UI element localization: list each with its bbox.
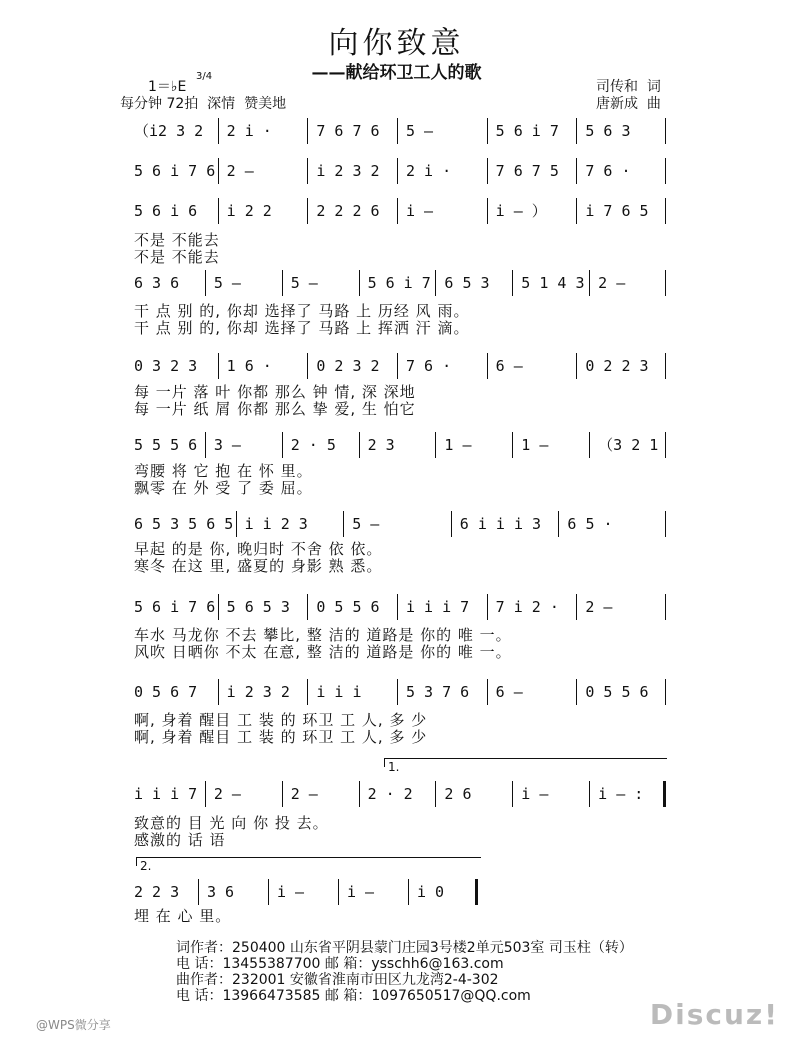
measure: 3 —: [205, 432, 282, 458]
song-subtitle: ——献给环卫工人的歌: [311, 63, 482, 83]
measure: 7 6 ·: [397, 353, 487, 379]
measure: 0 5 5 6: [576, 679, 666, 705]
measure: 6 —: [487, 679, 577, 705]
lyric-line: 车水 马龙你 不去 攀比, 整 洁的 道路是 你的 唯 一。 风吹 日晒你 不太 在意, 整 洁的 道路是 你的 唯 一。: [134, 626, 512, 661]
key-signature: 1＝♭E: [148, 79, 187, 95]
measure: i — :: [589, 781, 666, 807]
measure: 6 i i i 3: [451, 511, 559, 537]
barline: [665, 198, 666, 224]
measure: 2 i ·: [397, 158, 487, 184]
measure: 1 —: [512, 432, 589, 458]
wps-watermark: @WPS微分享: [36, 1018, 111, 1032]
composer-phone-email: 电 话：13966473585 邮 箱：1097650517@QQ.com: [176, 988, 531, 1004]
measure: 0 2 2 3: [576, 353, 666, 379]
lyric-line: 干 点 别 的, 你却 选择了 马路 上 历经 风 雨。 干 点 别 的, 你却 选择了 马路 上 挥洒 汗 滴。: [134, 302, 470, 337]
score-row: [128, 879, 478, 905]
measure: 3 6: [198, 879, 268, 905]
first-ending-bracket: [384, 758, 667, 767]
measure: 5 6 i 7: [487, 118, 577, 144]
measure: 6 5 ·: [558, 511, 666, 537]
measure: 5 —: [205, 270, 282, 296]
measure: 7 6 7 6: [307, 118, 397, 144]
measure: 2 —: [576, 594, 666, 620]
score-row: [128, 118, 666, 144]
measure: 7 6 7 5: [487, 158, 577, 184]
measure: 1 6 ·: [218, 353, 308, 379]
lyricist-credit: 司传和 词: [596, 79, 661, 95]
measure: 5 —: [282, 270, 359, 296]
measure: 5 6 i 7 6: [134, 162, 216, 180]
score-row: [128, 781, 666, 807]
second-ending-bracket: [136, 857, 481, 866]
lyricist-address: 词作者：250400 山东省平阴县蒙门庄园3号楼2单元503室 司玉柱（转）: [176, 940, 633, 956]
lyric-line: 每 一片 落 叶 你都 那么 钟 情, 深 深地 每 一片 纸 屑 你都 那么 挚 爱, 生 怕它: [134, 383, 416, 418]
composer-credit: 唐新成 曲: [596, 96, 661, 112]
lyric-line: 啊, 身着 醒目 工 装 的 环卫 工 人, 多 少 啊, 身着 醒目 工 装 的 环卫 工 人, 多 少: [134, 711, 428, 746]
score-row: [128, 511, 666, 537]
measure: i i i: [307, 679, 397, 705]
barline: [475, 879, 478, 905]
barline: [665, 432, 666, 458]
measure: 2 —: [282, 781, 359, 807]
measure: i i 2 3: [236, 511, 344, 537]
measure: 5 5 5 6: [134, 436, 198, 454]
measure: 5 —: [343, 511, 451, 537]
barline: [665, 270, 666, 296]
score-row: [128, 158, 666, 184]
lyric-line: 弯腰 将 它 抱 在 怀 里。 飘零 在 外 受 了 委 屈。: [134, 462, 313, 497]
tempo-marking: 每分钟 72拍 深情 赞美地: [120, 96, 287, 112]
lyric-line: 早起 的是 你, 晚归时 不舍 依 依。 寒冬 在这 里, 盛夏的 身影 熟 悉。: [134, 540, 383, 575]
barline: [665, 594, 666, 620]
measure: 0 3 2 3: [134, 357, 198, 375]
lyric-line: 不是 不能去 不是 不能去: [134, 231, 220, 266]
measure: 2 6: [435, 781, 512, 807]
measure: 5 6 i 7 6: [134, 598, 216, 616]
lyric-line: 致意的 目 光 向 你 投 去。 感激的 话 语: [134, 814, 329, 849]
measure: 5 6 i 7: [359, 270, 436, 296]
score-row: [128, 353, 666, 379]
measure: 1 —: [435, 432, 512, 458]
measure: 5 —: [397, 118, 487, 144]
lyric-line: 埋 在 心 里。: [134, 907, 232, 925]
measure: 2 2 3: [134, 883, 180, 901]
measure: 2 3: [359, 432, 436, 458]
measure: 5 3 7 6: [397, 679, 487, 705]
measure: i —: [338, 879, 408, 905]
second-ending-label: 2.: [140, 859, 152, 873]
barline: [665, 511, 666, 537]
measure: 7 6 ·: [576, 158, 666, 184]
measure: 2 —: [205, 781, 282, 807]
measure: 0 5 5 6: [307, 594, 397, 620]
measure: i i i 7: [134, 785, 198, 803]
time-signature: 3/4: [196, 71, 213, 82]
measure: 2 2 2 6: [307, 198, 397, 224]
measure: 5 6 i 6: [134, 202, 198, 220]
measure: 2 —: [218, 158, 308, 184]
measure: i — ）: [487, 198, 577, 224]
score-row: [128, 679, 666, 705]
measure: 2 · 5: [282, 432, 359, 458]
measure: 2 i ·: [218, 118, 308, 144]
barline: [665, 118, 666, 144]
measure: （i2 3 2: [134, 122, 204, 140]
composer-address: 曲作者：232001 安徽省淮南市田区九龙湾2-4-302: [176, 972, 499, 988]
measure: 2 · 2: [359, 781, 436, 807]
measure: i —: [397, 198, 487, 224]
measure: 5 1 4 3: [512, 270, 589, 296]
measure: i 7 6 5: [576, 198, 666, 224]
score-row: [128, 198, 666, 224]
measure: 2 —: [589, 270, 666, 296]
measure: i 2 3 2: [218, 679, 308, 705]
measure: 7 i 2 ·: [487, 594, 577, 620]
barline: [665, 679, 666, 705]
barline: [665, 158, 666, 184]
measure: i 2 2: [218, 198, 308, 224]
measure: i —: [268, 879, 338, 905]
first-ending-label: 1.: [388, 760, 400, 774]
song-title: 向你致意: [328, 26, 465, 61]
measure: 6 5 3 5 6 5: [134, 515, 234, 533]
measure: i —: [512, 781, 589, 807]
measure: 0 5 6 7: [134, 683, 198, 701]
measure: （3 2 1: [589, 432, 666, 458]
score-row: [128, 432, 666, 458]
measure: i i i 7: [397, 594, 487, 620]
barline: [663, 781, 666, 807]
score-row: [128, 594, 666, 620]
measure: 5 6 5 3: [218, 594, 308, 620]
score-row: [128, 270, 666, 296]
measure: 0 2 3 2: [307, 353, 397, 379]
measure: 6 —: [487, 353, 577, 379]
measure: i 0: [408, 879, 478, 905]
barline: [665, 353, 666, 379]
discuz-watermark: Discuz!: [649, 998, 779, 1031]
measure: 6 5 3: [435, 270, 512, 296]
lyricist-phone-email: 电 话：13455387700 邮 箱：ysschh6@163.com: [176, 956, 504, 972]
measure: i 2 3 2: [307, 158, 397, 184]
measure: 6 3 6: [134, 274, 180, 292]
measure: 5 6 3: [576, 118, 666, 144]
